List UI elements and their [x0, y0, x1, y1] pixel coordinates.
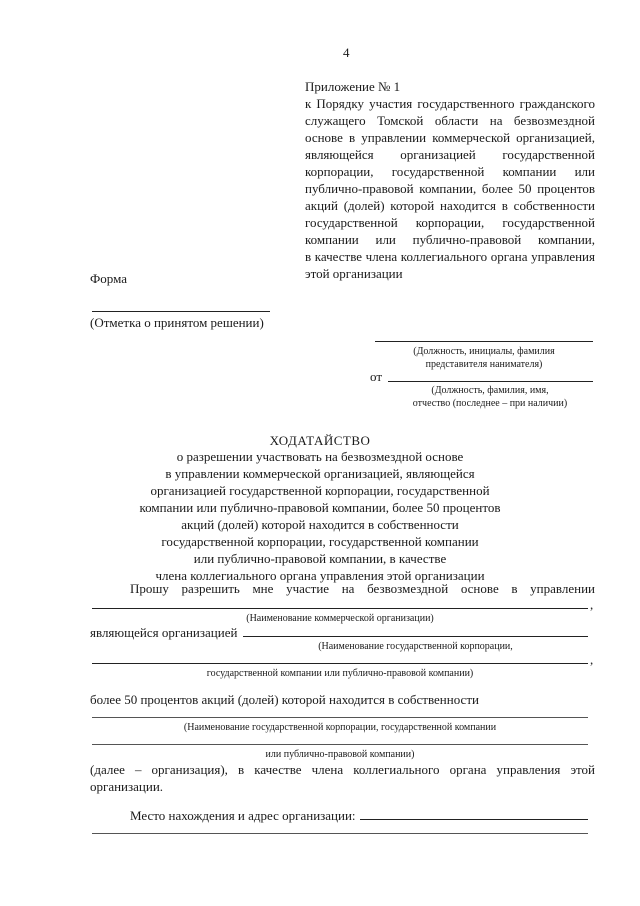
decision-mark-caption: (Отметка о принятом решении)	[90, 315, 264, 330]
appendix-line: государственной корпорации, государственной	[305, 215, 595, 230]
caption-owner-2: или публично-правовой компании)	[265, 749, 415, 760]
appendix-line: акций (долей) которой находится в собственности	[305, 198, 595, 213]
caption-commercial-org: (Наименование коммерческой организации)	[246, 613, 434, 624]
appendix-line: к Порядку участия государственного гражданского	[305, 96, 595, 111]
heading-line: или публично-правовой компании, в качестве	[193, 551, 447, 566]
addressee-caption-line1: (Должность, инициалы, фамилия	[413, 346, 555, 357]
commercial-org-line	[92, 608, 588, 609]
hereinafter-line-1: (далее – организация), в качестве члена коллегиального органа управления этой	[90, 762, 595, 777]
appendix-block	[305, 78, 595, 282]
appendix-line: основе в управлении коммерческой организацией,	[305, 130, 595, 145]
appendix-lines	[305, 95, 595, 265]
caption-state-corp-2: государственной компании или публично-правовой компании)	[206, 668, 474, 679]
from-label: от	[370, 369, 383, 384]
address-line-2	[92, 833, 588, 834]
addressee-line	[375, 341, 593, 342]
heading-line: организацией государственной корпорации, государственной	[150, 483, 490, 498]
from-caption	[380, 384, 600, 410]
from-caption-line2: отчество (последнее – при наличии)	[412, 398, 568, 409]
appendix-last-line: этой организации	[305, 266, 403, 281]
heading-line: государственной корпорации, государственной компании	[161, 534, 479, 549]
appendix-line: корпорации, государственной компании или	[305, 164, 595, 179]
state-corp-line-2	[92, 663, 588, 664]
form-label: Форма	[90, 271, 127, 286]
from-line	[388, 381, 593, 382]
owner-line-1	[92, 717, 588, 718]
comma-1: ,	[590, 597, 594, 612]
addressee-caption-line2: представителя нанимателя)	[425, 359, 543, 370]
caption-owner-1: (Наименование государственной корпорации, государственной компании	[183, 722, 497, 733]
decision-mark-line	[92, 311, 270, 312]
addressee-caption	[375, 345, 593, 371]
heading-line: акций (долей) которой находится в собственности	[181, 517, 459, 532]
heading-subtitle	[60, 448, 580, 584]
from-caption-line1: (Должность, фамилия, имя,	[431, 385, 549, 396]
appendix-line: публично-правовой компании, более 50 процентов	[305, 181, 595, 196]
page-number: 4	[343, 45, 350, 60]
heading-line: компании или публично-правовой компании, более 50 процентов	[139, 500, 501, 515]
state-corp-line	[243, 636, 588, 637]
address-label: Место нахождения и адрес организации:	[130, 808, 356, 823]
owner-line-2	[92, 744, 588, 745]
heading-line: в управлении коммерческой организацией, являющейся	[165, 466, 475, 481]
request-line: Прошу разрешить мне участие на безвозмездной основе в управлении	[130, 581, 595, 596]
caption-state-corp-1: (Наименование государственной корпорации,	[318, 641, 513, 652]
address-line	[360, 819, 588, 820]
appendix-line: в качестве члена коллегиального органа управления	[305, 249, 595, 264]
comma-2: ,	[590, 652, 594, 667]
appendix-line: компании или публично-правовой компании,	[305, 232, 595, 247]
appendix-line: служащего Томской области на безвозмездной	[305, 113, 595, 128]
appendix-title: Приложение № 1	[305, 79, 401, 94]
heading-line: о разрешении участвовать на безвозмездной основе	[176, 449, 464, 464]
heading-line: члена коллегиального органа управления этой организации	[155, 568, 485, 583]
heading-title: ХОДАТАЙСТВО	[269, 433, 371, 448]
ownership-text: более 50 процентов акций (долей) которой находится в собственности	[90, 692, 479, 707]
appendix-line: являющейся организацией государственной	[305, 147, 595, 162]
being-org-label: являющейся организацией	[90, 625, 238, 640]
hereinafter-line-2: организации.	[90, 779, 164, 794]
